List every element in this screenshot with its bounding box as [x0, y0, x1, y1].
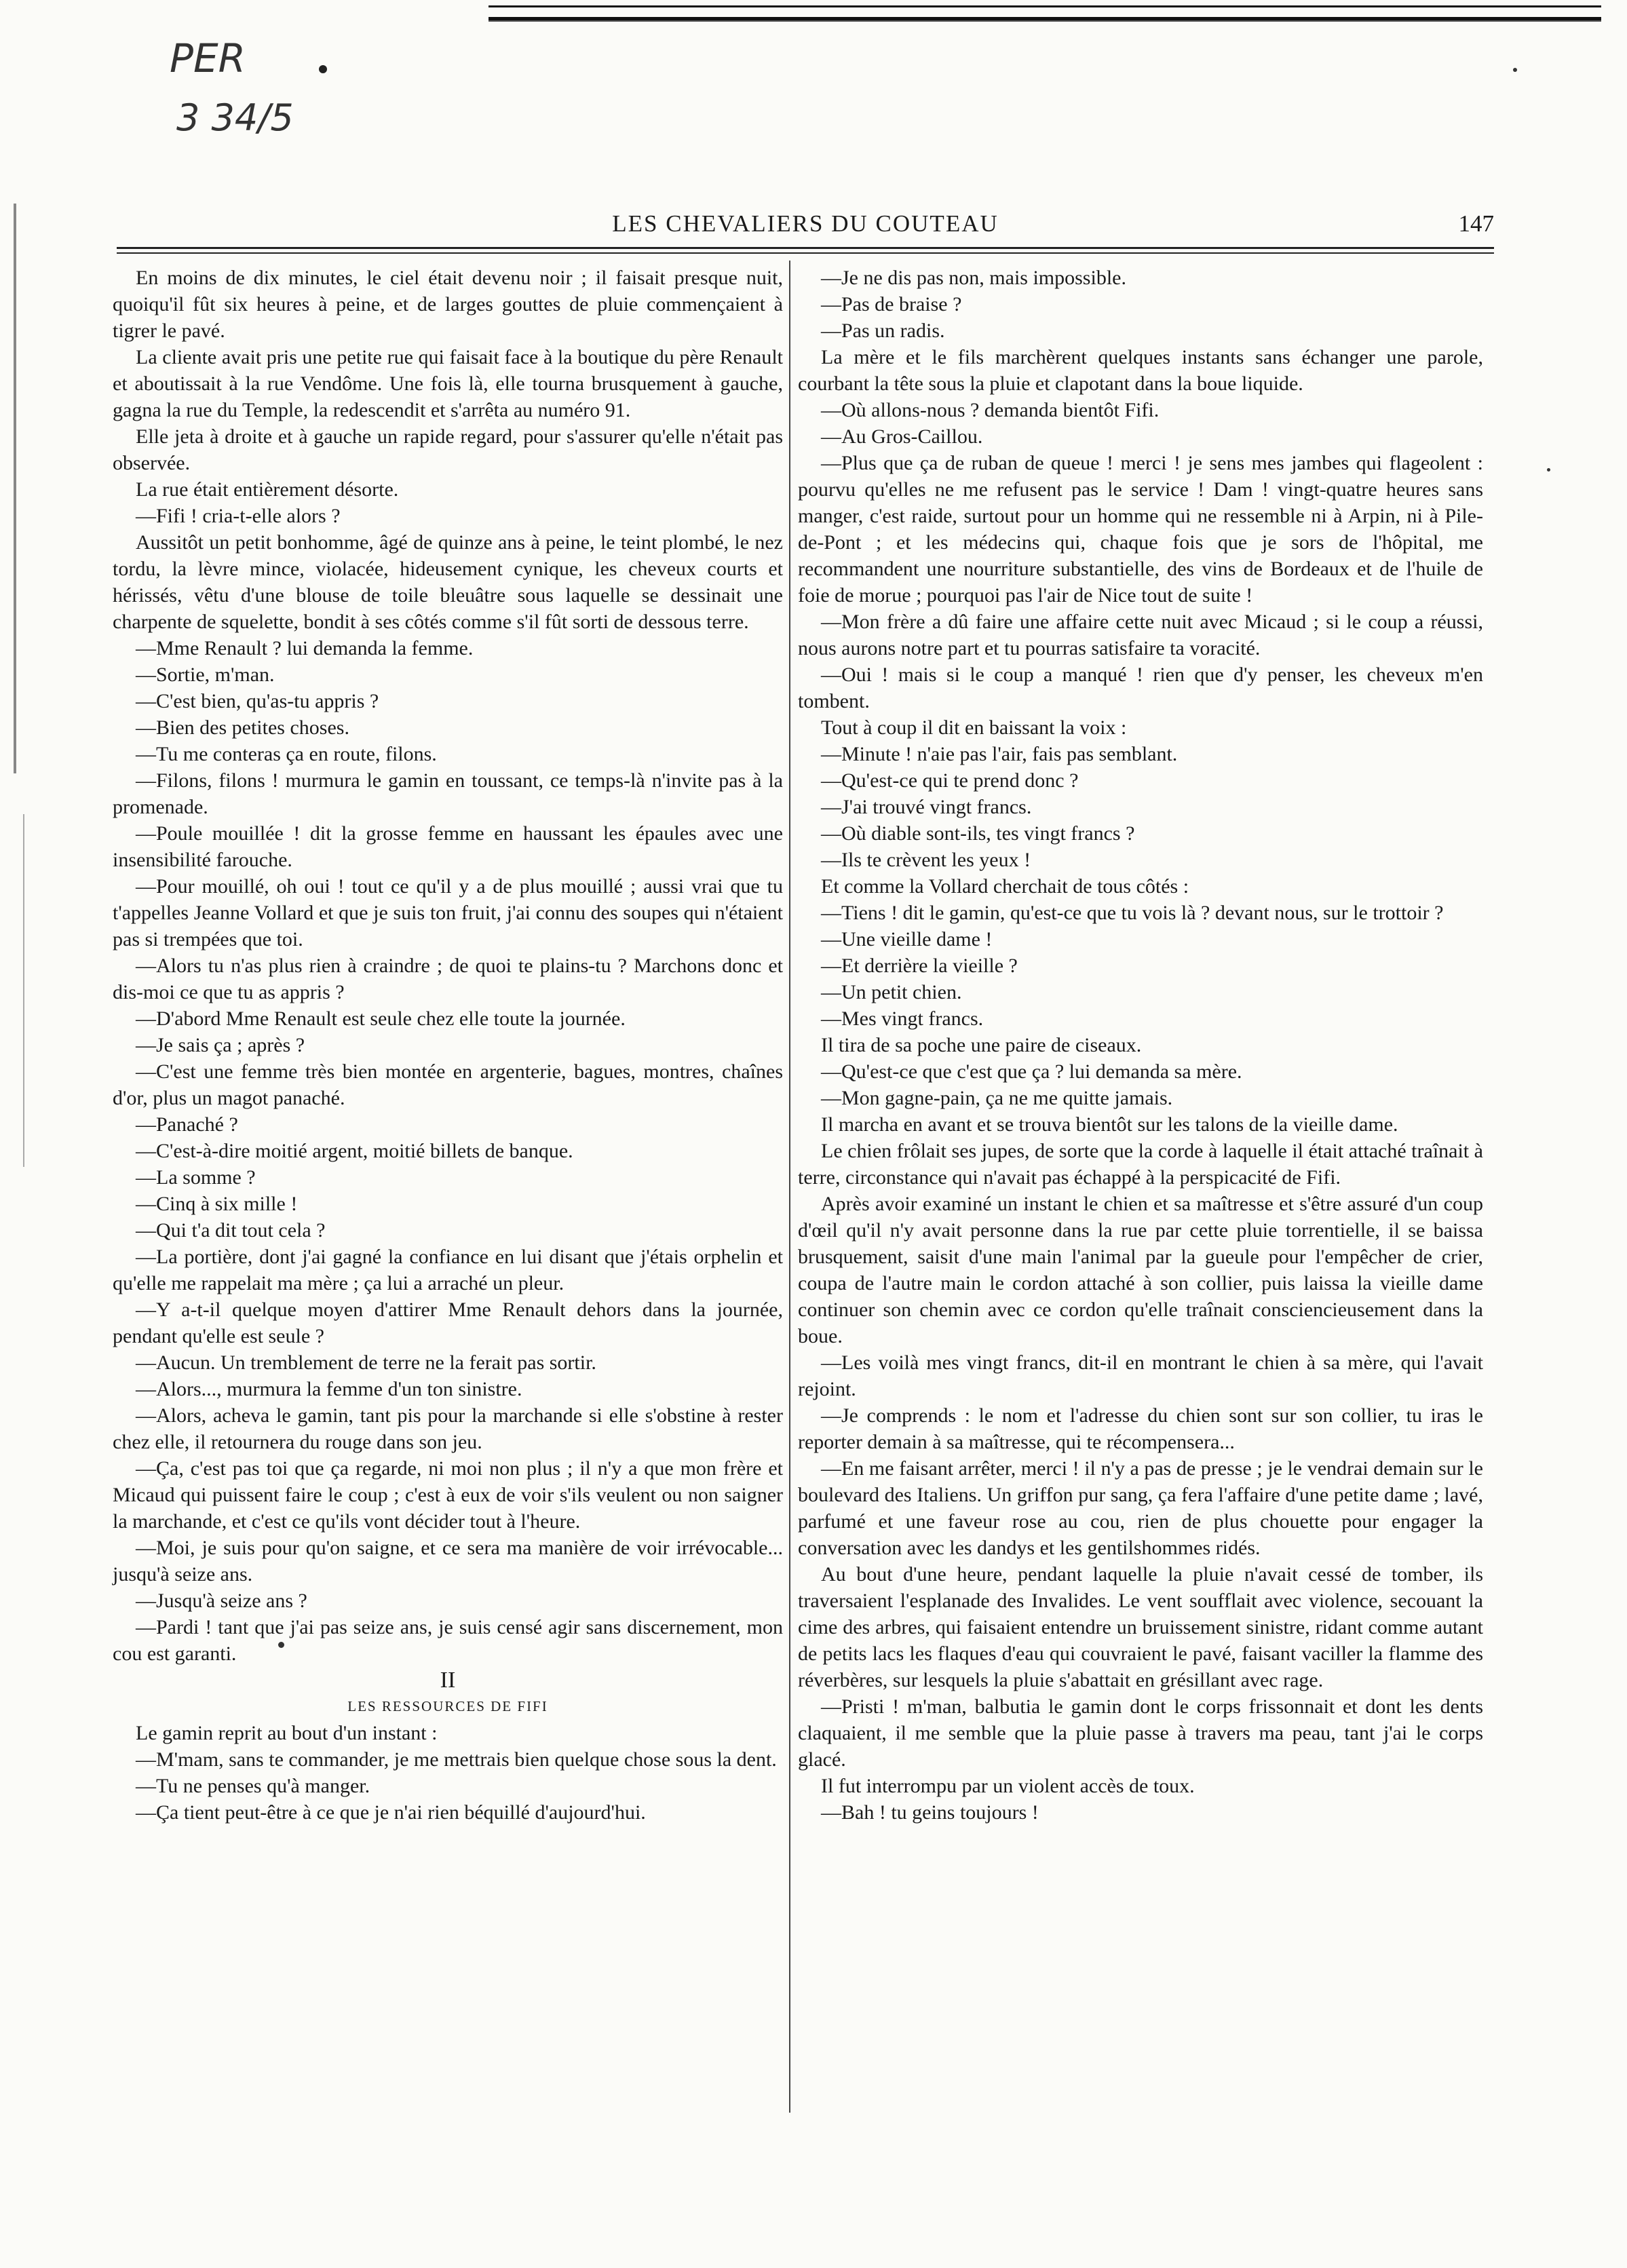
right-column-paragraph: Et comme la Vollard cherchait de tous côtés :	[821, 875, 1189, 898]
right-column-paragraph: Il tira de sa poche une paire de ciseaux.	[821, 1034, 1142, 1056]
right-column-paragraph: —Au Gros-Caillou.	[821, 425, 983, 448]
running-head	[117, 210, 1494, 250]
left-column-paragraph: —Pardi ! tant que j'ai pas seize ans, je suis censé agir sans discernement, mon cou est garanti.	[113, 1616, 783, 1665]
right-column-paragraph: —Les voilà mes vingt francs, dit-il en montrant le chien à sa mère, qui l'avait rejoint.	[798, 1351, 1483, 1400]
left-column-paragraph: —C'est bien, qu'as-tu appris ?	[136, 690, 379, 712]
left-column-paragraph: —Je sais ça ; après ?	[136, 1034, 305, 1056]
header-rule	[117, 252, 1494, 254]
margin-mark	[23, 814, 24, 1167]
left-column-paragraph: Aussitôt un petit bonhomme, âgé de quinze ans à peine, le teint plombé, le nez tordu, la lèvre mince, violacée, hideusement cynique, les cheveux courts et hérissés, vêtu d'une blouse de toile bleuâtre sous laquelle se dessinait une charpente de squelette, bondit à ses côtés comme s'il fût sorti de dessous terre.	[113, 531, 783, 633]
top-rule-thin	[489, 20, 1601, 22]
left-column-paragraph: —La somme ?	[136, 1166, 256, 1189]
left-column-paragraph: —Aucun. Un tremblement de terre ne la ferait pas sortir.	[136, 1351, 596, 1374]
left-column	[113, 265, 783, 2232]
left-column-paragraph: —Moi, je suis pour qu'on saigne, et ce sera ma manière de voir irrévocable... jusqu'à seize ans.	[113, 1537, 783, 1585]
right-column-paragraph: —Une vieille dame !	[821, 928, 993, 950]
right-column-paragraph: —Qu'est-ce qui te prend donc ?	[821, 769, 1079, 792]
right-column-paragraph: —Où diable sont-ils, tes vingt francs ?	[821, 822, 1135, 845]
left-column-text-before	[113, 265, 783, 1667]
left-column-paragraph: —Y a-t-il quelque moyen d'attirer Mme Renault dehors dans la journée, pendant qu'elle est seule ?	[113, 1299, 783, 1347]
right-column-paragraph: —Où allons-nous ? demanda bientôt Fifi.	[821, 399, 1160, 421]
left-column-paragraph: —Jusqu'à seize ans ?	[136, 1590, 307, 1612]
left-column-paragraph: —Tu me conteras ça en route, filons.	[136, 743, 437, 765]
left-column-paragraph: —Mme Renault ? lui demanda la femme.	[136, 637, 474, 659]
right-column-paragraph: —J'ai trouvé vingt francs.	[821, 796, 1032, 818]
right-column-paragraph: —Oui ! mais si le coup a manqué ! rien que d'y penser, les cheveux m'en tombent.	[798, 664, 1483, 712]
right-column-paragraph: —Je ne dis pas non, mais impossible.	[821, 267, 1126, 289]
right-column-paragraph: Après avoir examiné un instant le chien et sa maîtresse et s'être assuré d'un coup d'œil qu'il n'y avait personne dans la rue par cette pluie torrentielle, il se baissa brusquement, saisit d'une main l'animal par la gueule pour l'empêcher de crier, coupa de l'autre main le cordon attaché à son collier, puis laissa la vieille dame continuer son chemin avec ce cordon qu'elle traînait consciencieusement dans la boue.	[798, 1193, 1483, 1347]
page-number: 147	[1458, 210, 1494, 237]
left-column-paragraph: —C'est-à-dire moitié argent, moitié billets de banque.	[136, 1140, 573, 1162]
left-column-paragraph: —Alors tu n'as plus rien à craindre ; de quoi te plains-tu ? Marchons donc et dis-moi ce que tu as appris ?	[113, 955, 783, 1003]
left-column-paragraph: —M'mam, sans te commander, je me mettrais bien quelque chose sous la dent.	[136, 1748, 777, 1771]
left-column-paragraph: —La portière, dont j'ai gagné la confiance en lui disant que j'étais orphelin et qu'elle me rappelait ma mère ; ça lui a arraché un pleur.	[113, 1246, 783, 1294]
right-column-paragraph: Au bout d'une heure, pendant laquelle la pluie n'avait cessé de tomber, ils traversaient l'esplanade des Invalides. Le vent soufflait avec violence, secouant la cime des arbres, qui faisaient entendre un bruissement sinistre, ridant comme autant de petits lacs les flaques d'eau qui couvraient le pavé, faisant vaciller la flamme des réverbères, sur lesquels la pluie s'abattait en grésillant avec rage.	[798, 1563, 1483, 1691]
left-column-text-after	[113, 1720, 783, 1826]
right-column	[798, 265, 1483, 2232]
left-column-paragraph: —Tu ne penses qu'à manger.	[136, 1775, 370, 1797]
right-column-paragraph: —Mon frère a dû faire une affaire cette nuit avec Micaud ; si le coup a réussi, nous aurons notre part et tu pourras satisfaire ta voracité.	[798, 611, 1483, 659]
left-column-paragraph: La rue était entièrement désorte.	[136, 478, 399, 501]
chapter-number: II	[440, 1668, 456, 1693]
left-column-paragraph: —Alors, acheva le gamin, tant pis pour la marchande si elle s'obstine à rester chez elle, il retournera du rouge dans son jeu.	[113, 1404, 783, 1453]
right-column-paragraph: —Minute ! n'aie pas l'air, fais pas semblant.	[821, 743, 1178, 765]
handwritten-note-line2: 3 34/5	[176, 96, 294, 139]
margin-mark	[14, 204, 16, 773]
right-column-paragraph: —Et derrière la vieille ?	[821, 955, 1018, 977]
left-column-paragraph: La cliente avait pris une petite rue qui faisait face à la boutique du père Renault et aboutissait à la rue Vendôme. Une fois là, elle tourna brusquement à gauche, gagna la rue du Temple, la redescendit et s'arrêta au numéro 91.	[113, 346, 783, 421]
right-column-paragraph: —Plus que ça de ruban de queue ! merci ! je sens mes jambes qui flageolent : pourvu qu'elles ne me refusent pas le service ! Dam ! vingt-quatre heures sans manger, c'est raide, surtout pour un homme qui ne ressemble ni à Arpin, ni à Pile-de-Pont ; et les médecins qui, chaque fois que je sors de l'hôpital, me recommandent une nourriture substantielle, des vins de Bordeaux et de l'huile de foie de morue ; pourquoi pas l'air de Nice tout de suite !	[798, 452, 1483, 607]
header-rule	[117, 247, 1494, 249]
left-column-paragraph: —Poule mouillée ! dit la grosse femme en haussant les épaules avec une insensibilité farouche.	[113, 822, 783, 871]
right-column-text	[798, 265, 1483, 1826]
column-divider	[789, 261, 790, 2113]
right-column-paragraph: —Pristi ! m'man, balbutia le gamin dont le corps frissonnait et dont les dents claquaient, il me semble que la pluie passe à travers ma peau, tant j'ai le corps glacé.	[798, 1695, 1483, 1771]
left-column-paragraph: —Ça tient peut-être à ce que je n'ai rien béquillé d'aujourd'hui.	[136, 1801, 646, 1824]
left-column-paragraph: Le gamin reprit au bout d'un instant :	[136, 1722, 438, 1744]
left-column-paragraph: —Panaché ?	[136, 1113, 238, 1136]
right-column-paragraph: —Tiens ! dit le gamin, qu'est-ce que tu vois là ? devant nous, sur le trottoir ?	[821, 902, 1444, 924]
handwritten-note	[163, 35, 339, 171]
right-column-paragraph: —Pas de braise ?	[821, 293, 962, 315]
chapter-title: LES RESSOURCES DE FIFI	[347, 1698, 548, 1714]
left-column-paragraph: —Ça, c'est pas toi que ça regarde, ni moi non plus ; il n'y a que mon frère et Micaud qui puissent faire le coup ; c'est à eux de voir s'ils veulent ou non saigner la marchande, et c'est ce qu'ils vont décider tout à l'heure.	[113, 1457, 783, 1533]
left-column-paragraph: —Cinq à six mille !	[136, 1193, 298, 1215]
left-column-paragraph: —Pour mouillé, oh oui ! tout ce qu'il y a de plus mouillé ; aussi vrai que tu t'appelles Jeanne Vollard et que je suis ton fruit, j'ai connu des soupes qui n'étaient pas si trempées que toi.	[113, 875, 783, 950]
right-column-paragraph: —Mes vingt francs.	[821, 1007, 984, 1030]
right-column-paragraph: —Je comprends : le nom et l'adresse du chien sont sur son collier, tu iras le reporter demain à sa maîtresse, qui te récompensera...	[798, 1404, 1483, 1453]
right-column-paragraph: Il fut interrompu par un violent accès de toux.	[821, 1775, 1195, 1797]
left-column-paragraph: —Fifi ! cria-t-elle alors ?	[136, 505, 341, 527]
right-column-paragraph: —Qu'est-ce que c'est que ça ? lui demanda sa mère.	[821, 1060, 1242, 1083]
handwritten-note-line1: PER	[170, 35, 246, 81]
ink-dot	[319, 65, 327, 73]
left-column-paragraph: —Bien des petites choses.	[136, 716, 349, 739]
left-column-paragraph: Elle jeta à droite et à gauche un rapide regard, pour s'assurer qu'elle n'était pas observée.	[113, 425, 783, 474]
right-column-paragraph: Il marcha en avant et se trouva bientôt sur les talons de la vieille dame.	[821, 1113, 1398, 1136]
top-rule	[489, 5, 1601, 22]
left-column-paragraph: —Qui t'a dit tout cela ?	[136, 1219, 326, 1242]
right-column-paragraph: —Pas un radis.	[821, 320, 945, 342]
right-column-paragraph: Tout à coup il dit en baissant la voix :	[821, 716, 1127, 739]
right-column-paragraph: —Bah ! tu geins toujours !	[821, 1801, 1039, 1824]
left-column-paragraph: —C'est une femme très bien montée en argenterie, bagues, montres, chaînes d'or, plus un magot panaché.	[113, 1060, 783, 1109]
right-column-paragraph: Le chien frôlait ses jupes, de sorte que la corde à laquelle il était attaché traînait à terre, circonstance qui n'avait pas échappé à la perspicacité de Fifi.	[798, 1140, 1483, 1189]
right-column-paragraph: —En me faisant arrêter, merci ! il n'y a pas de presse ; je le vendrai demain sur le boulevard des Italiens. Un griffon pur sang, ça fera l'affaire d'une petite dame ; lavé, parfumé et une faveur rose au cou, rien de plus chouette pour engager la conversation avec les dandys et les gentilshommes ridés.	[798, 1457, 1483, 1559]
right-column-paragraph: La mère et le fils marchèrent quelques instants sans échanger une parole, courbant la tête sous la pluie et clapotant dans la boue liquide.	[798, 346, 1483, 395]
left-column-paragraph: —Filons, filons ! murmura le gamin en toussant, ce temps-là n'invite pas à la promenade.	[113, 769, 783, 818]
left-column-paragraph: —Alors..., murmura la femme d'un ton sinistre.	[136, 1378, 522, 1400]
running-title: LES CHEVALIERS DU COUTEAU	[612, 210, 999, 237]
left-column-paragraph: —Sortie, m'man.	[136, 664, 275, 686]
right-column-paragraph: —Ils te crèvent les yeux !	[821, 849, 1031, 871]
left-column-paragraph: —D'abord Mme Renault est seule chez elle toute la journée.	[136, 1007, 626, 1030]
left-column-paragraph: En moins de dix minutes, le ciel était devenu noir ; il faisait presque nuit, quoiqu'il fût six heures à peine, et de larges gouttes de pluie commençaient à tigrer le pavé.	[113, 267, 783, 342]
right-column-paragraph: —Un petit chien.	[821, 981, 962, 1003]
right-column-paragraph: —Mon gagne-pain, ça ne me quitte jamais.	[821, 1087, 1173, 1109]
